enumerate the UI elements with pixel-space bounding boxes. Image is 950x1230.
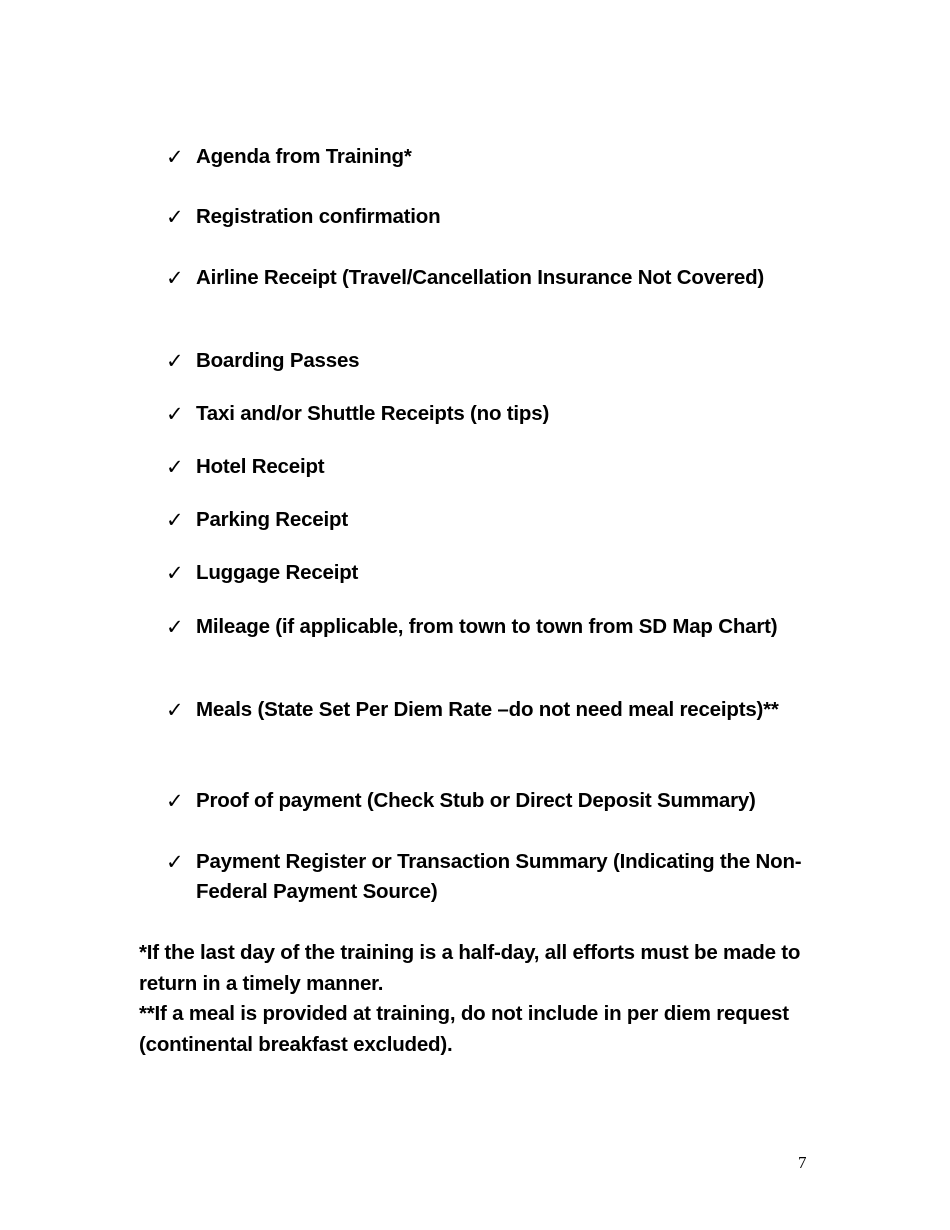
list-item-label: Registration confirmation	[196, 205, 441, 228]
check-mark-icon: ✓	[166, 349, 184, 373]
footnote-meals: **If a meal is provided at training, do not include in per diem request (continental breakfast excluded).	[139, 1002, 789, 1056]
check-mark-icon: ✓	[166, 698, 184, 722]
footnote-half-day: *If the last day of the training is a half-day, all efforts must be made to return in a timely manner.	[139, 941, 801, 995]
check-mark-icon: ✓	[166, 455, 184, 479]
list-item	[166, 505, 826, 535]
list-item	[166, 612, 826, 642]
list-item-label: Hotel Receipt	[196, 455, 325, 478]
check-mark-icon: ✓	[166, 789, 184, 813]
list-item	[166, 847, 826, 907]
list-item	[166, 202, 826, 232]
list-item	[166, 695, 826, 725]
list-item	[166, 263, 826, 293]
check-mark-icon: ✓	[166, 850, 184, 874]
check-mark-icon: ✓	[166, 266, 184, 290]
check-mark-icon: ✓	[166, 205, 184, 229]
list-item-label: Luggage Receipt	[196, 561, 359, 584]
list-item-label: Proof of payment (Check Stub or Direct Deposit Summary)	[196, 789, 756, 812]
list-item	[166, 142, 826, 172]
check-mark-icon: ✓	[166, 402, 184, 426]
list-item-label: Mileage (if applicable, from town to town from SD Map Chart)	[196, 615, 778, 638]
list-item-label: Parking Receipt	[196, 508, 348, 531]
list-item	[166, 786, 826, 816]
list-item-label: Meals (State Set Per Diem Rate –do not need meal receipts)**	[196, 698, 779, 721]
footnotes	[139, 938, 809, 1060]
page-number: 7	[798, 1153, 807, 1172]
list-item	[166, 346, 826, 376]
list-item	[166, 558, 826, 588]
check-mark-icon: ✓	[166, 145, 184, 169]
check-mark-icon: ✓	[166, 508, 184, 532]
check-mark-icon: ✓	[166, 615, 184, 639]
list-item-label: Airline Receipt (Travel/Cancellation Insurance Not Covered)	[196, 266, 765, 289]
list-item	[166, 399, 826, 429]
list-item	[166, 452, 826, 482]
check-mark-icon: ✓	[166, 561, 184, 585]
list-item-label: Taxi and/or Shuttle Receipts (no tips)	[196, 402, 550, 425]
list-item-label: Payment Register or Transaction Summary (Indicating the Non-Federal Payment Source)	[196, 850, 802, 903]
list-item-label: Boarding Passes	[196, 349, 360, 372]
list-item-label: Agenda from Training*	[196, 145, 412, 168]
